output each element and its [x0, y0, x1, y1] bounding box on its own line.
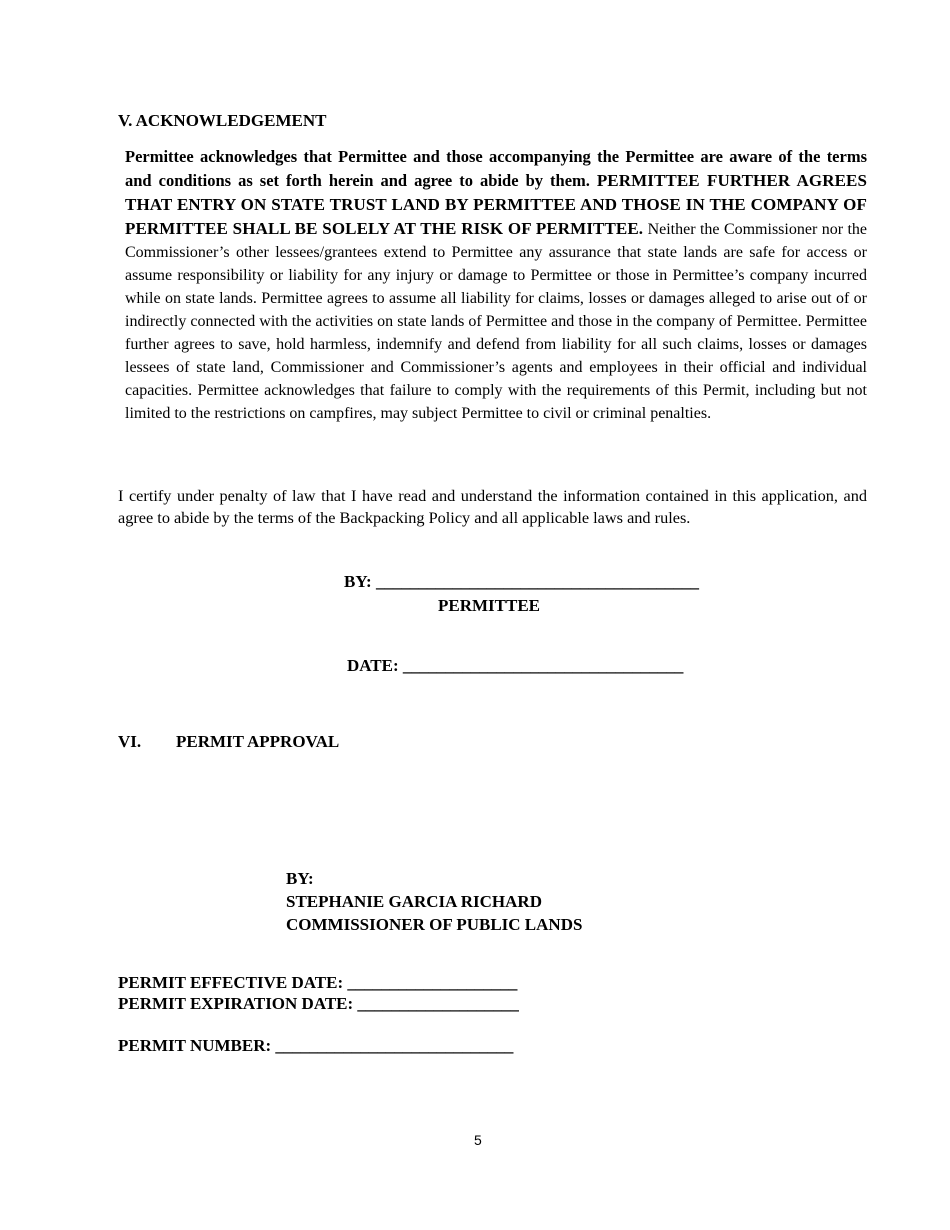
- commissioner-title: COMMISSIONER OF PUBLIC LANDS: [286, 915, 583, 934]
- permittee-label: PERMITTEE: [438, 596, 541, 615]
- permittee-signature-line: BY: ______________________________________: [344, 572, 699, 591]
- permit-expiration-date-field: PERMIT EXPIRATION DATE: ___________________: [118, 994, 519, 1013]
- acknowledgement-risk-statement: PERMITTEE FURTHER AGREES THAT ENTRY ON STATE TRUST LAND BY PERMITTEE AND THOSE IN THE COMPANY OF PERMITTEE SHALL BE SOLELY AT THE RISK OF PERMITTEE.: [125, 171, 868, 238]
- permittee-date-line: DATE: _________________________________: [347, 656, 684, 675]
- page-number: 5: [474, 1132, 482, 1148]
- acknowledgement-body: Neither the Commissioner nor the Commissioner’s other lessees/grantees extend to Permittee any assurance that state lands are safe for access or assume responsibility or liability for any injury or damage to Permittee or those in Permittee’s company incurred while on state lands. Permittee agrees to assume all liability for claims, losses or damages alleged to arise out of or indirectly connected with the activities on state lands of Permittee and those in the company of Permittee. Permittee further agrees to save, hold harmless, indemnify and defend from liability for all such claims, losses or damages lessees of state land, Commissioner and Commissioner’s agents and employees in their official and individual capacities. Permittee acknowledges that failure to comply with the requirements of this Permit, including but not limited to the restrictions on campfires, may subject Permittee to civil or criminal penalties.: [125, 221, 867, 422]
- acknowledgement-paragraph: [125, 145, 867, 425]
- acknowledgement-intro: Permittee acknowledges that Permittee and those accompanying the Permittee are aware of the terms and conditions as set forth herein and agree to abide by them.: [125, 147, 867, 190]
- permit-effective-date-field: PERMIT EFFECTIVE DATE: ____________________: [118, 973, 518, 992]
- certification-statement: I certify under penalty of law that I have read and understand the information contained in this application, and agree to abide by the terms of the Backpacking Policy and all applicable laws and rules.: [118, 486, 867, 527]
- approval-section-number: VI.: [118, 732, 142, 751]
- acknowledgement-heading: V. ACKNOWLEDGEMENT: [118, 111, 327, 130]
- permit-number-field: PERMIT NUMBER: ____________________________: [118, 1036, 514, 1055]
- approval-heading: PERMIT APPROVAL: [176, 732, 340, 751]
- commissioner-name: STEPHANIE GARCIA RICHARD: [286, 892, 542, 911]
- commissioner-signature-label: BY:: [286, 869, 314, 888]
